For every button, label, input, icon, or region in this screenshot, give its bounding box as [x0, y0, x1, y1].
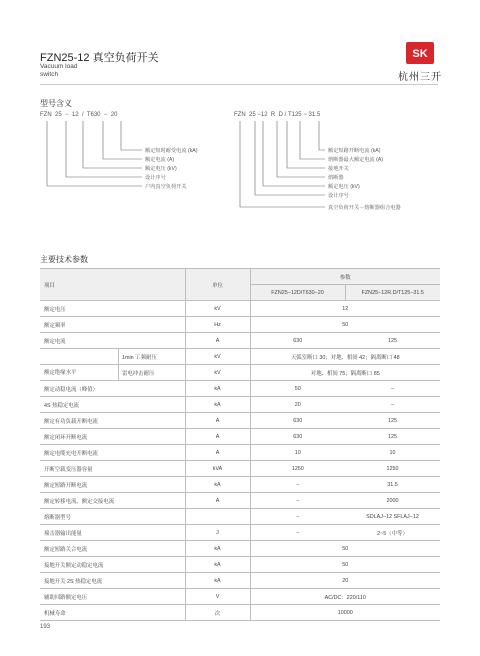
model-part: / [284, 112, 287, 118]
row-item: 额定有功负载开断电流 [40, 413, 185, 429]
row-value-a: − [250, 525, 345, 541]
row-item: 辅助回路额定电压 [40, 589, 185, 605]
model-label: 额定电压 (kV) [145, 166, 177, 172]
model-label: 额定电压 (kV) [328, 184, 360, 190]
header-unit: 单位 [185, 269, 250, 301]
table-row [40, 413, 440, 429]
row-item: 额定短路关合电流 [40, 541, 185, 557]
row-unit: kV [185, 349, 250, 365]
row-item: 熔断器型号 [40, 509, 185, 525]
row-value-a: 630 [250, 333, 345, 349]
row-value-a: 630 [250, 429, 345, 445]
model-part: − [303, 112, 307, 118]
row-item: 额定电缆充电开断电流 [40, 445, 185, 461]
row-item: 额定电压 [40, 301, 185, 317]
row-unit: kA [185, 541, 250, 557]
row-unit: A [185, 333, 250, 349]
header-item: 项目 [40, 269, 185, 301]
model-part: R [270, 112, 276, 118]
model-diagram-left [0, 0, 480, 240]
model-label: 熔断器 [328, 175, 344, 181]
header-model-b: FZN25−12R.D/T125−31.5 [345, 285, 440, 301]
model-part: T125 [287, 112, 302, 118]
model-part: 31.5 [308, 112, 321, 118]
row-item: 额定短路开断电流 [40, 477, 185, 493]
model-part: − [65, 112, 69, 118]
row-value-b: 125 [345, 413, 440, 429]
row-subitem: 1min 工频耐压 [118, 349, 157, 364]
row-value-a: 10 [250, 445, 345, 461]
row-unit: 次 [185, 605, 250, 621]
row-unit: kA [185, 397, 250, 413]
model-label: 真空负荷开关－熔断器组合电器 [328, 205, 401, 211]
table-row [40, 317, 440, 333]
row-unit [185, 509, 250, 525]
spec-table [40, 268, 440, 621]
row-value: 50 [250, 541, 440, 557]
row-item: 额定动稳电流（峰值） [40, 381, 185, 397]
row-unit: A [185, 445, 250, 461]
model-code-left [40, 112, 117, 118]
row-value: 10000 [250, 605, 440, 621]
table-row [40, 525, 440, 541]
model-part: / [81, 112, 84, 118]
row-value: 50 [250, 557, 440, 573]
row-value-b: − [345, 397, 440, 413]
row-value-a: − [250, 477, 345, 493]
table-row [40, 381, 440, 397]
model-label: 额定短时耐受电流 (kA) [145, 148, 198, 154]
row-unit: kA [185, 573, 250, 589]
row-value: AC/DC：220/110 [250, 589, 440, 605]
table-row [40, 509, 440, 525]
row-unit: kV [185, 365, 250, 381]
model-part: 12 [71, 112, 79, 118]
row-unit: V [185, 589, 250, 605]
table-header-row [40, 269, 440, 285]
table-row [40, 541, 440, 557]
row-item: 额定频率 [40, 317, 185, 333]
row-value-b: 31.5 [345, 477, 440, 493]
table-row [40, 301, 440, 317]
row-value-a: 1250 [250, 461, 345, 477]
table-row [40, 557, 440, 573]
row-value-b: 1250 [345, 461, 440, 477]
model-part: − [103, 112, 108, 118]
model-part: 25 [55, 112, 62, 118]
row-value-b: 10 [345, 445, 440, 461]
row-unit: A [185, 493, 250, 509]
row-value-b: SDLAJ−12 SFLAJ−12 [345, 509, 440, 525]
row-value-a: 20 [250, 397, 345, 413]
model-part: D [278, 112, 283, 118]
model-section-heading: 型号含义 [40, 99, 72, 108]
row-value-a: − [250, 493, 345, 509]
row-item-insulation [40, 349, 185, 365]
model-diagram-left-lines [0, 0, 480, 240]
row-item: 额定闭环开断电流 [40, 429, 185, 445]
table-row [40, 349, 440, 365]
subtitle-en-line2: switch [40, 71, 59, 78]
model-label: 额定电流 (A) [145, 157, 175, 163]
row-value: 20 [250, 573, 440, 589]
subtitle-en-line1: Vacuum load [40, 63, 78, 70]
page-number: 193 [40, 624, 51, 630]
model-part: FZN [234, 112, 246, 118]
row-value: 50 [250, 317, 440, 333]
table-row [40, 589, 440, 605]
row-value-a: − [250, 509, 345, 525]
row-unit: A [185, 429, 250, 445]
model-part: 20 [110, 112, 118, 118]
table-row [40, 429, 440, 445]
row-item: 额定转移电流、额定交接电流 [40, 493, 185, 509]
model-label: 户内真空负荷开关 [145, 184, 187, 190]
model-label: 接地开关 [328, 166, 349, 172]
row-item: 接地开关 2S 热稳定电流 [40, 573, 185, 589]
row-unit: kA [185, 381, 250, 397]
table-row [40, 493, 440, 509]
model-part: FZN [40, 112, 52, 118]
model-label: 熔断器最大额定电流 (A) [328, 157, 384, 163]
header-param: 参数 [250, 269, 440, 285]
table-row [40, 365, 440, 381]
row-unit: Hz [185, 317, 250, 333]
model-part: T630 [86, 112, 101, 118]
spec-section-heading: 主要技术参数 [40, 255, 88, 264]
table-row [40, 573, 440, 589]
row-value-b: − [345, 381, 440, 397]
row-value-a: 50 [250, 381, 345, 397]
row-item: 撞击器输出能量 [40, 525, 185, 541]
row-unit: kV [185, 301, 250, 317]
row-unit: J [185, 525, 250, 541]
row-value-a: 630 [250, 413, 345, 429]
model-label: 设计序号 [328, 193, 349, 199]
brand-name: 杭州三开 [398, 72, 442, 83]
row-value-b: 125 [345, 429, 440, 445]
table-row [40, 445, 440, 461]
row-value-b: 2~5（中等） [345, 525, 440, 541]
row-item: 开断空载变压器容量 [40, 461, 185, 477]
row-unit: kA [185, 477, 250, 493]
row-unit: A [185, 413, 250, 429]
row-unit: kVA [185, 461, 250, 477]
model-code-right [234, 112, 320, 118]
row-value: 天弧室断口 30；对地、相间 42；隔离断口 48 [250, 349, 440, 365]
row-item: 机械寿命 [40, 605, 185, 621]
model-part: −12 [257, 112, 268, 118]
table-row [40, 605, 440, 621]
row-subitem: 雷电冲击耐压 [118, 365, 154, 380]
insulation-group-label: 额定绝缘水平 [44, 370, 77, 376]
row-item: 额定电流 [40, 333, 185, 349]
table-row [40, 461, 440, 477]
model-label: 额定短路开断电流 (kA) [328, 148, 381, 154]
row-item: 4S 热稳定电流 [40, 397, 185, 413]
table-row [40, 397, 440, 413]
row-value-b: 2000 [345, 493, 440, 509]
row-value-b: 125 [345, 333, 440, 349]
table-row [40, 333, 440, 349]
page-title: FZN25-12 真空负荷开关 [40, 52, 159, 64]
table-row [40, 477, 440, 493]
header-model-a: FZN25−12D/T630−20 [250, 285, 345, 301]
row-value: 12 [250, 301, 440, 317]
svg-text:SK: SK [412, 48, 428, 60]
model-part: 25 [249, 112, 256, 118]
row-unit: kA [185, 557, 250, 573]
row-value: 对地、相间 75；隔离断口 85 [250, 365, 440, 381]
model-label: 设计序号 [145, 175, 166, 181]
row-item: 接地开关额定动稳定电流 [40, 557, 185, 573]
